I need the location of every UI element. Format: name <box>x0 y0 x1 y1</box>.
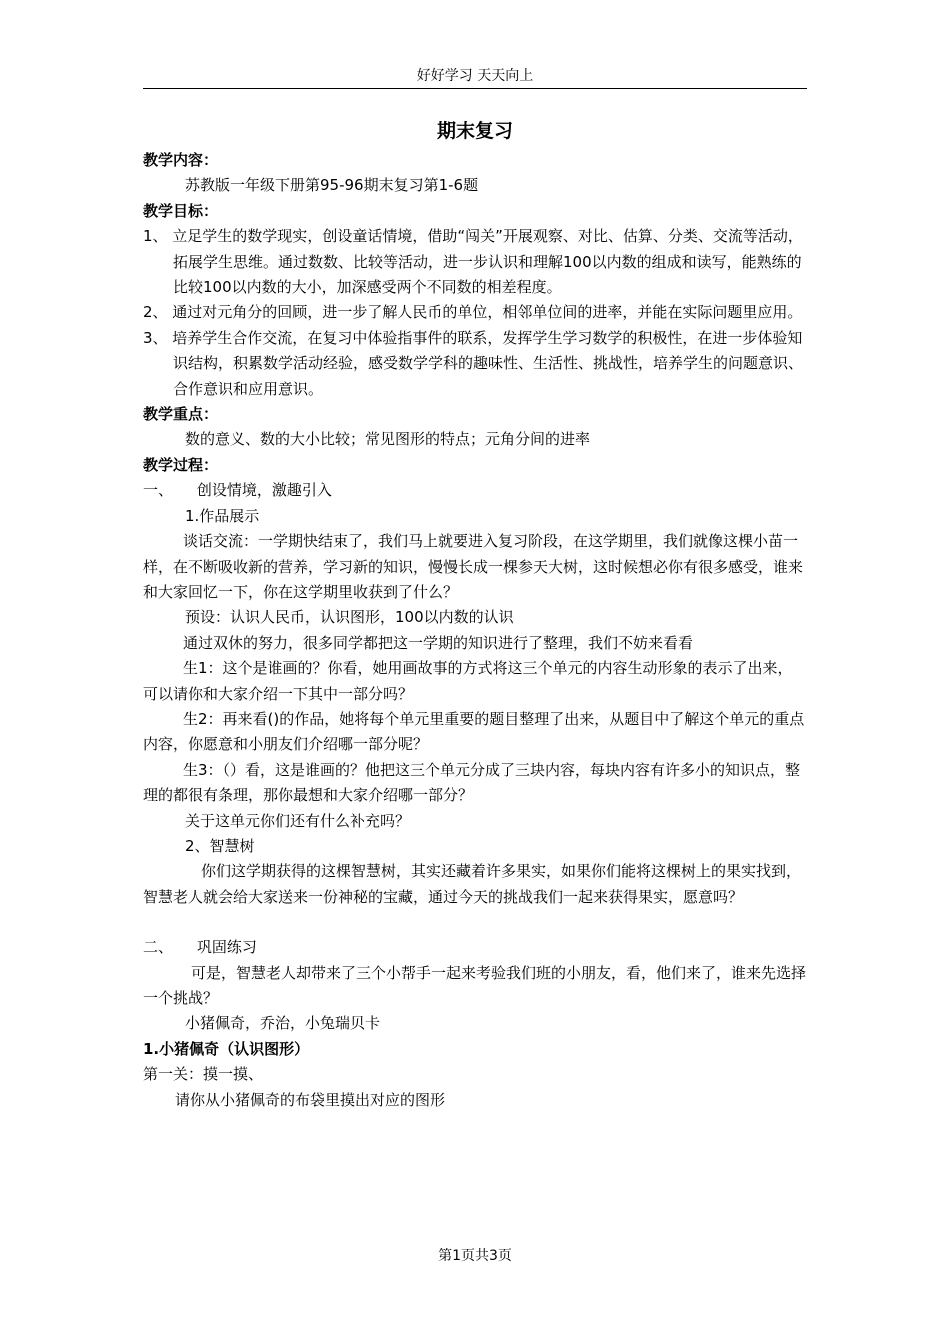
section-2-para-2: 小猪佩奇，乔治，小兔瑞贝卡 <box>185 1014 381 1033</box>
section-1-para-8: 你们这学期获得的这棵智慧树，其实还藏着许多果实，如果你们能将这棵树上的果实找到，智慧老人就会给大家送来一份神秘的宝藏，通过今天的挑战我们一起来获得果实，愿意吗？ <box>143 862 802 906</box>
section-2-para-1: 可是，智慧老人却带来了三个小帮手一起来考验我们班的小朋友，看，他们来了，谁来先选择一个挑战？ <box>143 963 807 1007</box>
page-footer: 第1页共3页 <box>438 1248 512 1264</box>
section-1-sub-1: 1.作品展示 <box>185 506 260 525</box>
goal-item-1: 1、 立足学生的数学现实，创设童话情境，借助“闯关”开展观察、对比、估算、分类、交流等活动，拓展学生思维。通过数数、比较等活动，进一步认识和理解100以内数的组成和读写，能熟练的比较100以内数的大小，加深感受两个不同数的相差程度。 <box>143 227 803 297</box>
section-1-para-5: 生2：再来看()的作品，她将每个单元里重要的题目整理了出来，从题目中了解这个单元的重点内容，你愿意和小朋友们介绍哪一部分呢？ <box>143 709 805 754</box>
section-1-para-6: 生3：（）看，这是谁画的？他把这三个单元分成了三块内容，每块内容有许多小的知识点，整理的都很有条理，那你最想和大家介绍哪一部分？ <box>143 760 801 805</box>
goals-label: 教学目标： <box>143 201 219 220</box>
page-header: 好好学习 天天向上 <box>416 68 534 84</box>
content-text: 苏教版一年级下册第95-96期末复习第1-6题 <box>185 176 479 195</box>
section-2-title: 二、 巩固练习 <box>143 938 257 957</box>
blank-line <box>143 910 807 935</box>
content-label: 教学内容： <box>143 151 219 169</box>
section-2-level-1: 第一关：摸一摸、 <box>143 1065 264 1084</box>
section-1-para-4: 生1：这个是谁画的？你看，她用画故事的方式将这三个单元的内容生动形象的表示了出来，可以请你和大家介绍一下其中一部分吗？ <box>143 659 793 703</box>
key-text: 数的意义、数的大小比较；常见图形的特点；元角分间的进率 <box>185 430 591 449</box>
section-2-sub-1: 1.小猪佩奇（认识图形） <box>143 1039 310 1058</box>
goal-item-3: 3、 培养学生合作交流，在复习中体验指事件的联系，发挥学生学习数学的积极性，在进一步体验知识结构，积累数学活动经验，感受数学学科的趣味性、生活性、挑战性，培养学生的问题意识、合作意识和应用意识。 <box>143 328 804 398</box>
document-body <box>143 148 807 1113</box>
key-label: 教学重点： <box>143 405 219 424</box>
document-title: 期末复习 <box>436 120 513 142</box>
section-1-para-3: 通过双休的努力，很多同学都把这一学期的知识进行了整理，我们不妨来看看 <box>183 633 694 652</box>
section-1-para-1: 谈话交流：一学期快结束了，我们马上就要进入复习阶段，在这学期里，我们就像这棵小苗一样，在不断吸收新的营养，学习新的知识，慢慢长成一棵参天大树，这时候想必你有很多感受，谁来和大家回忆一下，你在这学期里收获到了什么？ <box>143 532 804 601</box>
section-2-para-3: 请你从小猪佩奇的布袋里摸出对应的图形 <box>175 1090 446 1109</box>
section-1-para-7: 关于这单元你们还有什么补充吗？ <box>185 811 411 830</box>
section-1-title: 一、 创设情境，激趣引入 <box>143 481 332 500</box>
goal-item-2: 2、 通过对元角分的回顾，进一步了解人民币的单位，相邻单位间的进率，并能在实际问题里应用。 <box>143 303 803 322</box>
process-label: 教学过程： <box>143 455 219 474</box>
section-1-sub-2: 2、智慧树 <box>185 836 255 855</box>
header-rule <box>143 88 807 89</box>
section-1-para-2: 预设：认识人民币，认识图形，100以内数的认识 <box>185 608 514 627</box>
